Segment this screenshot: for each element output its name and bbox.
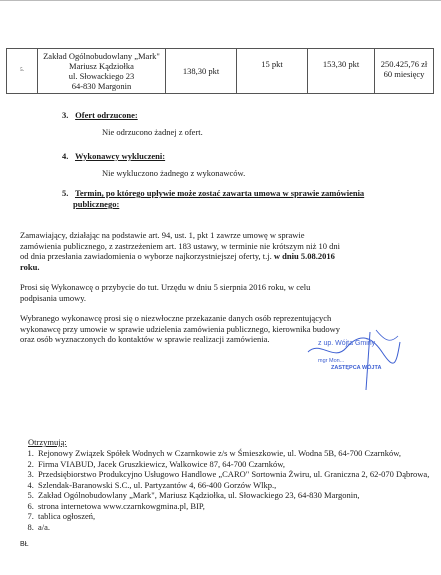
signature-icon: [300, 322, 405, 392]
row-number: 5.: [7, 49, 38, 94]
section-title: Termin, po którego upływie może zostać zawarta umowa w sprawie zamówienia: [74, 188, 365, 198]
signing-term-paragraph: [20, 230, 420, 272]
paragraph-line: Wybranego wykonawcę prosi się o niezwłoczne przekazanie danych osób reprezentujących: [20, 313, 332, 323]
invitation-paragraph: [20, 282, 420, 303]
section-number: 4.: [62, 151, 69, 161]
offers-table: [6, 48, 434, 94]
list-item: 1. Rejonowy Związek Spółek Wodnych w Czarnkowie z/s w Śmieszkowie, ul. Wodna 5B, 64-700 Czarnków,: [36, 448, 436, 459]
price-points-cell: 138,30 pkt: [166, 49, 237, 94]
section-title-cont: publicznego:: [73, 199, 120, 209]
paragraph-line: oraz osób wyznaczonych do kontaktów w sprawie realizacji zamówienia.: [20, 334, 270, 344]
price-warranty-cell: [375, 49, 434, 94]
section-number: 3.: [62, 110, 69, 120]
paragraph-line: podpisania umowy.: [20, 292, 87, 303]
contractor-name-cell: [38, 49, 166, 94]
paragraph-line: zamówienia publicznego, z zastrzeżeniem art. 183 ustawy, w terminie nie krótszym niż 10 dni: [20, 240, 340, 251]
author-initials: BŁ: [20, 541, 29, 548]
table-row: [7, 49, 434, 94]
section-5-heading: [62, 188, 364, 198]
paragraph-line: wykonawcę przy umowie w sprawie udzielenia zamówienia publicznego, kierownika budowy: [20, 323, 341, 334]
section-3-heading: [62, 110, 138, 120]
stamp-authority: z up. Wójta Gminy: [318, 340, 376, 347]
list-item: 7. tablica ogłoszeń,: [36, 511, 436, 522]
signing-date: w dniu 5.08.2016: [273, 251, 335, 261]
contractor-line: Zakład Ogólnobudowlany „Mark": [43, 51, 160, 61]
section-3-body: Nie odrzucono żadnej z ofert.: [102, 127, 203, 137]
contractor-line: ul. Słowackiego 23: [68, 71, 135, 81]
total-points-cell: 153,30 pkt: [308, 49, 375, 94]
paragraph-line: Zamawiający, działając na podstawie art. 94, ust. 1, pkt 1 zawrze umowę w sprawie: [20, 230, 305, 240]
section-4-heading: [62, 151, 165, 161]
recipients-list: [22, 448, 436, 532]
recipients-heading: Otrzymują:: [28, 437, 67, 447]
section-title: Ofert odrzucone:: [75, 110, 138, 120]
list-item: 2. Firma VIABUD, Jacek Gruszkiewicz, Walkowice 87, 64-700 Czarnków,: [36, 459, 436, 470]
warranty-value: 60 miesięcy: [383, 69, 425, 79]
section-number: 5.: [62, 188, 69, 198]
stamp-title: ZASTĘPCA WÓJTA: [331, 365, 382, 371]
list-item: 5. Zakład Ogólnobudowlany „Mark", Mariusz Kądziołka, ul. Słowackiego 23, 64-830 Margonin,: [36, 490, 436, 501]
warranty-points-cell: 15 pkt: [237, 49, 308, 94]
section-5-heading-cont: [73, 199, 119, 209]
list-item: 4. Szlendak-Baranowski S.C., ul. Partyzantów 4, 66-400 Gorzów Wlkp.,: [36, 480, 436, 491]
paragraph-line: [20, 251, 420, 262]
section-4-body: Nie wykluczono żadnego z wykonawców.: [102, 168, 246, 178]
contractor-line: Mariusz Kądziołka: [69, 61, 134, 71]
paragraph-line: roku.: [20, 261, 40, 272]
price-value: 250.425,76 zł: [380, 59, 428, 69]
top-border: [0, 0, 441, 1]
section-title: Wykonawcy wykluczeni:: [74, 151, 166, 161]
list-item: 3. Przedsiębiorstwo Produkcyjno Usługowo Handlowe „CARO" Sortownia Żwiru, ul. Graniczna 2, 62-070 Dąbrowa,: [36, 469, 436, 480]
paragraph-text: od dnia przesłania zawiadomienia o wyborze najkorzystniejszej oferty, t.j.: [20, 251, 272, 261]
paragraph-line: Prosi się Wykonawcę o przybycie do tut. Urzędu w dniu 5 sierpnia 2016 roku, w celu: [20, 282, 311, 292]
list-item: 8. a/a.: [36, 522, 436, 533]
contractor-line: 64-830 Margonin: [71, 81, 132, 91]
list-item: 6. strona internetowa www.czarnkowgmina.pl, BIP,: [36, 501, 436, 512]
stamp-name: mgr Mon...: [318, 358, 345, 364]
